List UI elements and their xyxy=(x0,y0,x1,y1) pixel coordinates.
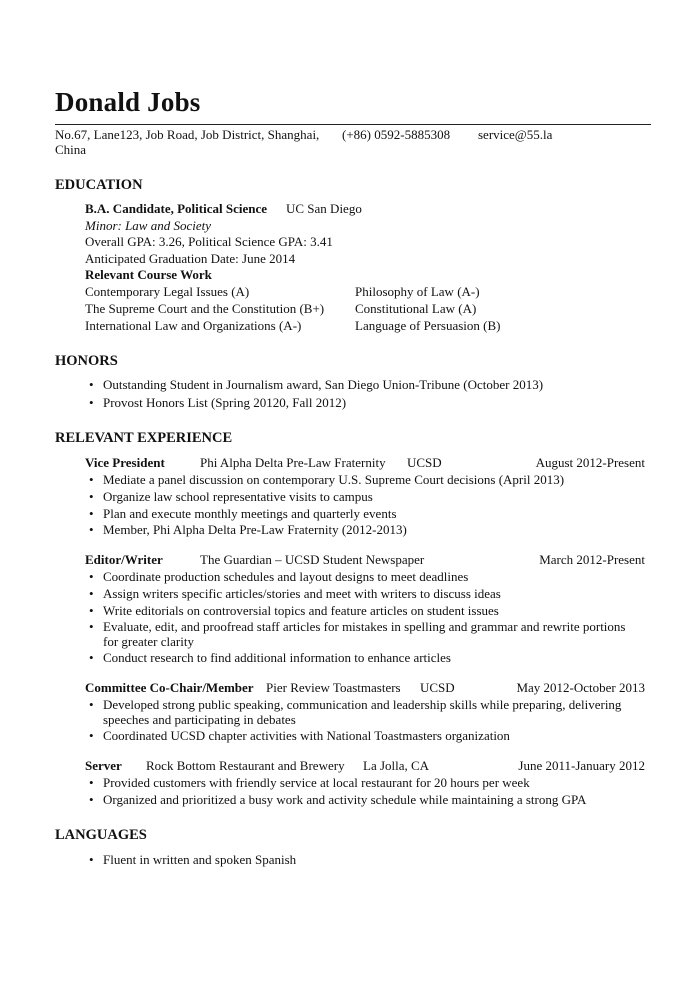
job-dates: June 2011-January 2012 xyxy=(518,758,645,773)
coursework-heading: Relevant Course Work xyxy=(85,267,212,282)
bullet-icon: • xyxy=(89,569,94,584)
job-location: UCSD xyxy=(407,455,442,470)
course-item: Constitutional Law (A) xyxy=(355,301,477,316)
course-item: The Supreme Court and the Constitution (B+) xyxy=(85,301,325,316)
job-organization: The Guardian – UCSD Student Newspaper xyxy=(200,552,425,567)
minor: Minor: Law and Society xyxy=(85,218,212,233)
job-dates: March 2012-Present xyxy=(539,552,645,567)
job-organization: Pier Review Toastmasters xyxy=(266,680,401,695)
resume-name: Donald Jobs xyxy=(55,87,201,117)
degree: B.A. Candidate, Political Science xyxy=(85,201,267,216)
bullet-icon: • xyxy=(89,489,94,504)
email-address: service@55.la xyxy=(478,127,553,142)
course-item: Contemporary Legal Issues (A) xyxy=(85,284,250,299)
address-line-1: No.67, Lane123, Job Road, Job District, Shanghai, xyxy=(55,127,320,142)
job-organization: Phi Alpha Delta Pre-Law Fraternity xyxy=(200,455,386,470)
bullet-icon: • xyxy=(89,697,94,712)
bullet-icon: • xyxy=(89,852,94,867)
job-location: UCSD xyxy=(420,680,455,695)
course-item: Language of Persuasion (B) xyxy=(355,318,501,333)
bullet-icon: • xyxy=(89,728,94,743)
job-organization: Rock Bottom Restaurant and Brewery xyxy=(146,758,345,773)
graduation-date: Anticipated Graduation Date: June 2014 xyxy=(85,251,296,266)
course-item: Philosophy of Law (A-) xyxy=(355,284,480,299)
bullet-icon: • xyxy=(89,792,94,807)
bullet-icon: • xyxy=(89,395,94,410)
job-title: Committee Co-Chair/Member xyxy=(85,680,254,695)
job-dates: August 2012-Present xyxy=(535,455,645,470)
bullet-icon: • xyxy=(89,619,94,634)
job-title: Server xyxy=(85,758,122,773)
honors-heading: HONORS xyxy=(55,353,118,369)
header-divider xyxy=(55,124,651,125)
job-location: La Jolla, CA xyxy=(363,758,430,773)
education-heading: EDUCATION xyxy=(55,177,143,193)
languages-heading: LANGUAGES xyxy=(55,827,147,843)
address-line-2: China xyxy=(55,142,87,157)
phone-number: (+86) 0592-5885308 xyxy=(342,127,451,142)
bullet-icon: • xyxy=(89,377,94,392)
bullet-icon: • xyxy=(89,603,94,618)
bullet-icon: • xyxy=(89,472,94,487)
bullet-icon: • xyxy=(89,506,94,521)
bullet-icon: • xyxy=(89,522,94,537)
experience-heading: RELEVANT EXPERIENCE xyxy=(55,430,233,446)
job-title: Editor/Writer xyxy=(85,552,163,567)
gpa: Overall GPA: 3.26, Political Science GPA: 3.41 xyxy=(85,234,333,249)
school: UC San Diego xyxy=(286,201,362,216)
bullet-icon: • xyxy=(89,650,94,665)
course-item: International Law and Organizations (A-) xyxy=(85,318,302,333)
job-title: Vice President xyxy=(85,455,165,470)
job-dates: May 2012-October 2013 xyxy=(516,680,645,695)
bullet-icon: • xyxy=(89,586,94,601)
bullet-icon: • xyxy=(89,775,94,790)
